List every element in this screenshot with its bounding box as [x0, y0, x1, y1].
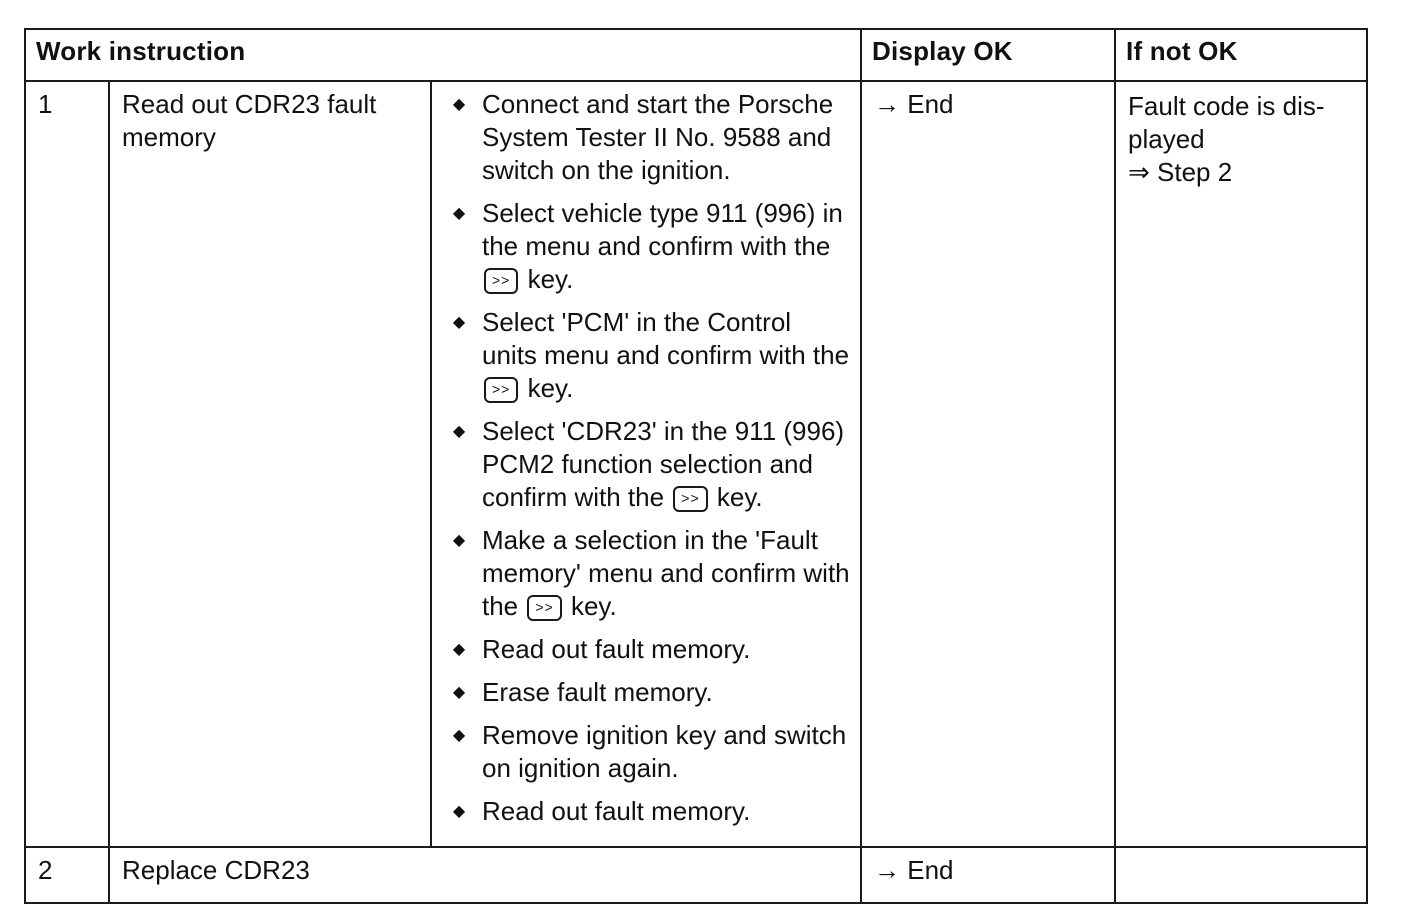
- bullet-icon: ◆: [452, 684, 466, 701]
- instruction-list: [442, 88, 850, 828]
- list-item: [442, 415, 850, 514]
- list-item: [442, 88, 850, 187]
- header-if-not-ok: If not OK: [1115, 29, 1367, 81]
- bullet-icon: ◆: [452, 205, 466, 222]
- instruction-text: Select 'CDR23' in the 911 (996) PCM2 function selection and confirm with the: [482, 416, 845, 512]
- step-title: Replace CDR23: [109, 847, 861, 903]
- bullet-icon: ◆: [452, 423, 466, 440]
- next-step-text: ⇒ Step 2: [1128, 157, 1233, 187]
- display-ok-cell: → End: [861, 847, 1115, 903]
- forward-key-icon: >>: [527, 595, 561, 621]
- if-not-ok-cell: [1115, 847, 1367, 903]
- list-item: [442, 197, 850, 296]
- instruction-text: Remove ignition key and switch on ignition again.: [482, 720, 847, 783]
- header-row: [25, 29, 1367, 81]
- header-display-ok: Display OK: [861, 29, 1115, 81]
- list-item: [442, 524, 850, 623]
- bullet-icon: ◆: [452, 727, 466, 744]
- instruction-text: Read out fault memory.: [482, 634, 751, 664]
- table-row: [25, 847, 1367, 903]
- bullet-icon: ◆: [452, 641, 466, 658]
- bullet-icon: ◆: [452, 803, 466, 820]
- instruction-text: Connect and start the Porsche System Tester II No. 9588 and switch on the ignition.: [482, 89, 834, 185]
- step-number: 1: [25, 81, 109, 847]
- work-instruction-table: [24, 28, 1368, 904]
- forward-key-icon: >>: [673, 486, 707, 512]
- fault-code-text: Fault code is dis-played: [1128, 91, 1325, 154]
- instruction-text-after: key.: [709, 482, 763, 512]
- if-not-ok-cell: [1115, 81, 1367, 847]
- step-title: Read out CDR23 fault memory: [109, 81, 431, 847]
- list-item: [442, 795, 850, 828]
- instruction-text-after: key.: [520, 264, 574, 294]
- list-item: [442, 676, 850, 709]
- bullet-icon: ◆: [452, 532, 466, 549]
- list-item: [442, 633, 850, 666]
- forward-key-icon: >>: [484, 268, 518, 294]
- instruction-text-after: key.: [520, 373, 574, 403]
- display-ok-cell: → End: [861, 81, 1115, 847]
- step-instructions: [431, 81, 861, 847]
- instruction-text: Make a selection in the 'Fault memory' menu and confirm with the: [482, 525, 850, 621]
- header-work-instruction: Work instruction: [25, 29, 861, 81]
- bullet-icon: ◆: [452, 96, 466, 113]
- instruction-text: Select 'PCM' in the Control units menu and confirm with the: [482, 307, 850, 370]
- bullet-icon: ◆: [452, 314, 466, 331]
- instruction-text-after: key.: [563, 591, 617, 621]
- list-item: [442, 719, 850, 785]
- step-number: 2: [25, 847, 109, 903]
- instruction-text: Read out fault memory.: [482, 796, 751, 826]
- instruction-text: Erase fault memory.: [482, 677, 713, 707]
- table-row: [25, 81, 1367, 847]
- instruction-text: Select vehicle type 911 (996) in the menu and confirm with the: [482, 198, 843, 261]
- list-item: [442, 306, 850, 405]
- forward-key-icon: >>: [484, 377, 518, 403]
